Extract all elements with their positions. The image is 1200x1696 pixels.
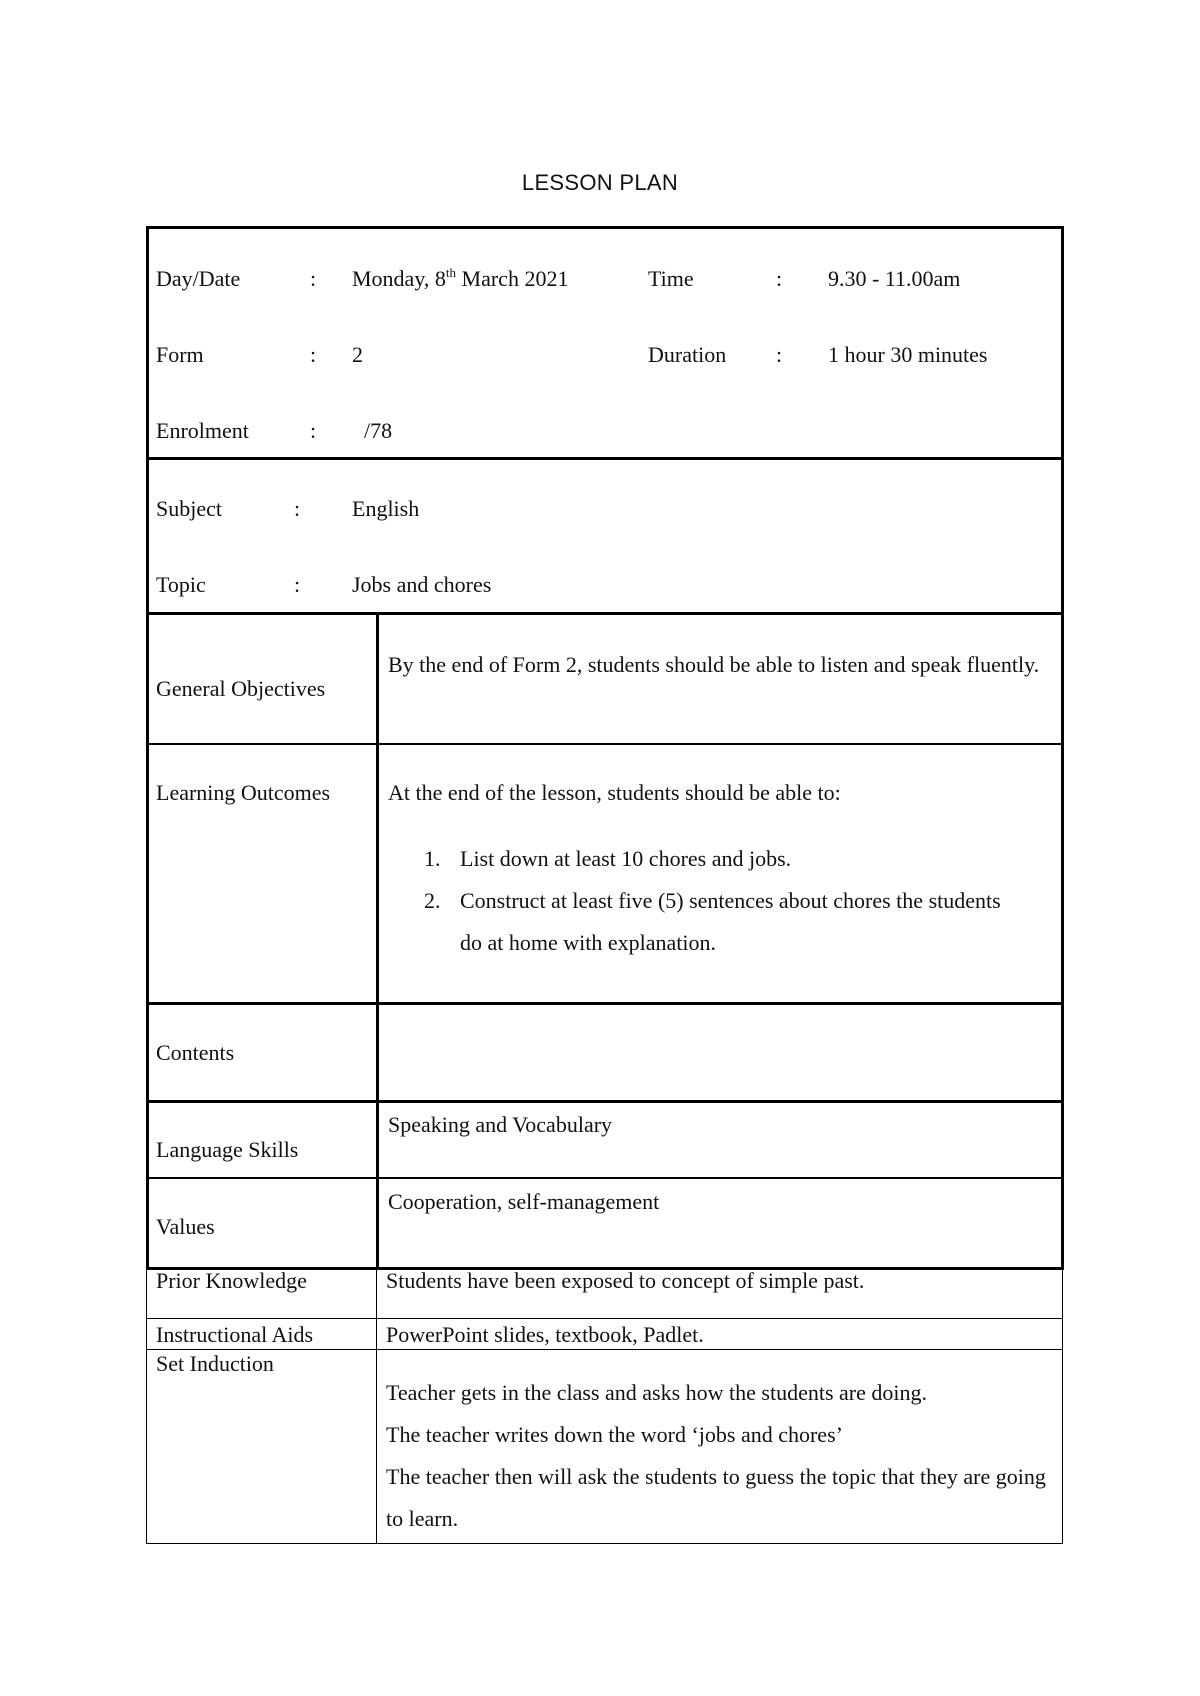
colon: : (776, 266, 783, 291)
divider (146, 1177, 1064, 1179)
divider (146, 612, 1064, 615)
column-divider (1062, 1268, 1063, 1544)
colon: : (294, 496, 301, 521)
column-divider (146, 1268, 147, 1544)
divider (146, 457, 1064, 460)
set-induction-line: The teacher then will ask the students to guess the topic that they are going to learn. (386, 1464, 1046, 1531)
page-title: LESSON PLAN (521, 170, 679, 195)
values-label: Values (156, 1214, 215, 1239)
list-item-number: 1. (424, 846, 441, 871)
divider (146, 1318, 1063, 1319)
set-induction-line: Teacher gets in the class and asks how the students are doing. (386, 1380, 927, 1405)
colon: : (310, 418, 317, 443)
subject-label: Subject (156, 496, 222, 521)
colon: : (310, 342, 317, 367)
instructional-aids-label: Instructional Aids (156, 1322, 314, 1347)
time-value: 9.30 - 11.00am (828, 266, 961, 291)
set-induction-text (386, 1372, 1046, 1540)
list-item-number: 2. (424, 888, 441, 913)
form-label: Form (156, 342, 204, 367)
list-item-text: Construct at least five (5) sentences about chores the students do at home with explanation. (460, 888, 1001, 955)
language-skills-text: Speaking and Vocabulary (388, 1112, 613, 1137)
topic-value: Jobs and chores (352, 572, 492, 597)
topic-label: Topic (156, 572, 206, 597)
colon: : (310, 266, 317, 291)
set-induction-line: The teacher writes down the word ‘jobs and chores’ (386, 1422, 843, 1447)
general-objectives-label: General Objectives (156, 676, 326, 701)
list-item-text: List down at least 10 chores and jobs. (460, 846, 792, 871)
set-induction-label: Set Induction (156, 1351, 274, 1376)
general-objectives-text: By the end of Form 2, students should be able to listen and speak fluently. (388, 652, 1040, 677)
enrolment-label: Enrolment (156, 418, 249, 443)
instructional-aids-text: PowerPoint slides, textbook, Padlet. (386, 1322, 704, 1347)
time-label: Time (648, 266, 694, 291)
column-divider (376, 1268, 377, 1544)
divider (146, 743, 1064, 745)
values-text: Cooperation, self-management (388, 1189, 660, 1214)
prior-knowledge-text: Students have been exposed to concept of simple past. (386, 1268, 865, 1293)
divider (146, 1543, 1063, 1544)
learning-outcomes-intro: At the end of the lesson, students should be able to: (388, 780, 841, 805)
language-skills-label: Language Skills (156, 1137, 299, 1162)
colon: : (294, 572, 301, 597)
column-divider (376, 612, 379, 1270)
day-date-label: Day/Date (156, 266, 241, 291)
colon: : (776, 342, 783, 367)
contents-label: Contents (156, 1040, 235, 1065)
divider (146, 1002, 1064, 1005)
form-value: 2 (352, 342, 363, 367)
day-date-value: Monday, 8th March 2021 (352, 265, 569, 291)
learning-outcomes-label: Learning Outcomes (156, 780, 331, 805)
enrolment-value: /78 (364, 418, 393, 443)
subject-value: English (352, 496, 420, 521)
duration-value: 1 hour 30 minutes (828, 342, 988, 367)
duration-label: Duration (648, 342, 727, 367)
divider (146, 1349, 1063, 1350)
divider (146, 1100, 1064, 1103)
prior-knowledge-label: Prior Knowledge (156, 1268, 307, 1293)
